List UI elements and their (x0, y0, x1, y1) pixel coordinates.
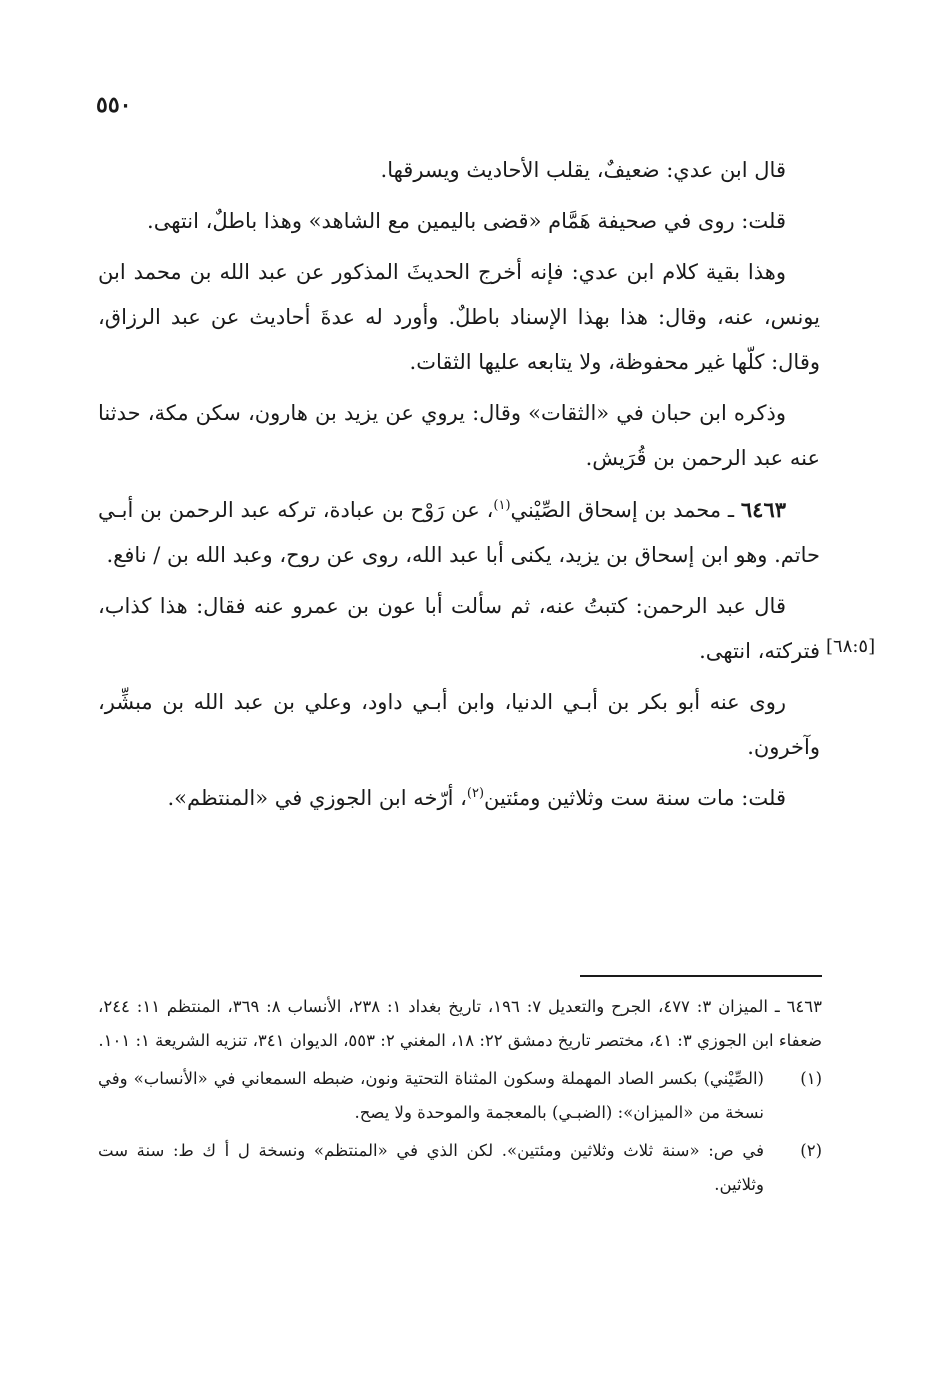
footnote-ref: (١) (493, 498, 511, 513)
footnote-label: ٦٤٦٣ ـ (774, 997, 823, 1016)
footnote-text: (الصِّيْني) بكسر الصاد المهملة وسكون المثناة التحتية ونون، ضبطه السمعاني في «الأنساب» وفي نسخة من «الميزان»: (الضبـي) بالمعجمة والموحدة ولا يصح. (98, 1069, 764, 1122)
biography-entry (98, 487, 820, 578)
paragraph: قلت: روى في صحيفة هَمَّام «قضى باليمين مع الشاهد» وهذا باطلٌ، انتهى. (147, 209, 786, 233)
entry-dash: ـ (721, 498, 741, 522)
page-number: ٥٥٠ (96, 92, 132, 118)
footnote-text: الميزان ٣: ٤٧٧، الجرح والتعديل ٧: ١٩٦، تاريخ بغداد ١: ٢٣٨، الأنساب ٨: ٣٦٩، المنتظم ١١: ٢٤٤، ضعفاء ابن الجوزي ٣: ٤١، مختصر تاريخ دمشق ٢٢: ١٨، المغني ٢: ٥٥٣، الديوان ٣٤١، تنزيه الشريعة ١: ١٠١. (98, 997, 822, 1050)
footnote-2 (98, 1134, 822, 1202)
main-text (98, 148, 820, 827)
paragraph: قال عبد الرحمن: كتبتُ عنه، ثم سألت أبا عون بن عمرو عنه فقال: هذا كذاب، فتركته، انتهى. (98, 594, 820, 663)
entry-number: ٦٤٦٣ (740, 497, 787, 522)
entry-text: ، عن رَوْح بن عبادة، تركه عبد الرحمن بن أبـي حاتم. وهو ابن إسحاق بن يزيد، يكنى أبا عبد الله، روى عن روح، وعبد الله بن / نافع. (98, 498, 820, 567)
paragraph: قال ابن عدي: ضعيفٌ، يقلب الأحاديث ويسرقها. (380, 158, 786, 182)
footnotes (98, 990, 822, 1206)
footnote-ref: (٢) (466, 786, 485, 801)
paragraph: قلت: مات سنة ست وثلاثين ومئتين$^{(٢)}$، أرّخه ابن الجوزي في «المنتظم». (167, 786, 786, 810)
footnote-text: في ص: «سنة ثلاث وثلاثين ومئتين». لكن الذي في «المنتظم» ونسخة ل أ ك ط: سنة ست وثلاثين. (98, 1141, 764, 1194)
footnote-1 (98, 1062, 822, 1130)
footnote-label: (٢) (800, 1141, 822, 1160)
edition-page-reference: [٦٨:٥] (826, 636, 876, 657)
paragraph: وذكره ابن حبان في «الثقات» وقال: يروي عن يزيد بن هارون، سكن مكة، حدثنا عنه عبد الرحمن بن قُرَيش. (98, 401, 820, 470)
paragraph: وهذا بقية كلام ابن عدي: فإنه أخرج الحديثَ المذكور عن عبد الله بن محمد ابن يونس، عنه، وقال: هذا بهذا الإسناد باطلٌ. وأورد له عدةَ أحاديث عن عبد الرزاق، وقال: كلّها غير محفوظة، ولا يتابعه عليها الثقات. (98, 260, 820, 374)
footnote-sources (98, 990, 822, 1058)
paragraph: روى عنه أبو بكر بن أبـي الدنيا، وابن أبـي داود، وعلي بن عبد الله بن مبشِّر، وآخرون. (98, 690, 820, 759)
entry-name: محمد بن إسحاق الصِّيْني (510, 498, 722, 522)
footnote-divider (580, 975, 822, 977)
footnote-label: (١) (800, 1069, 822, 1088)
